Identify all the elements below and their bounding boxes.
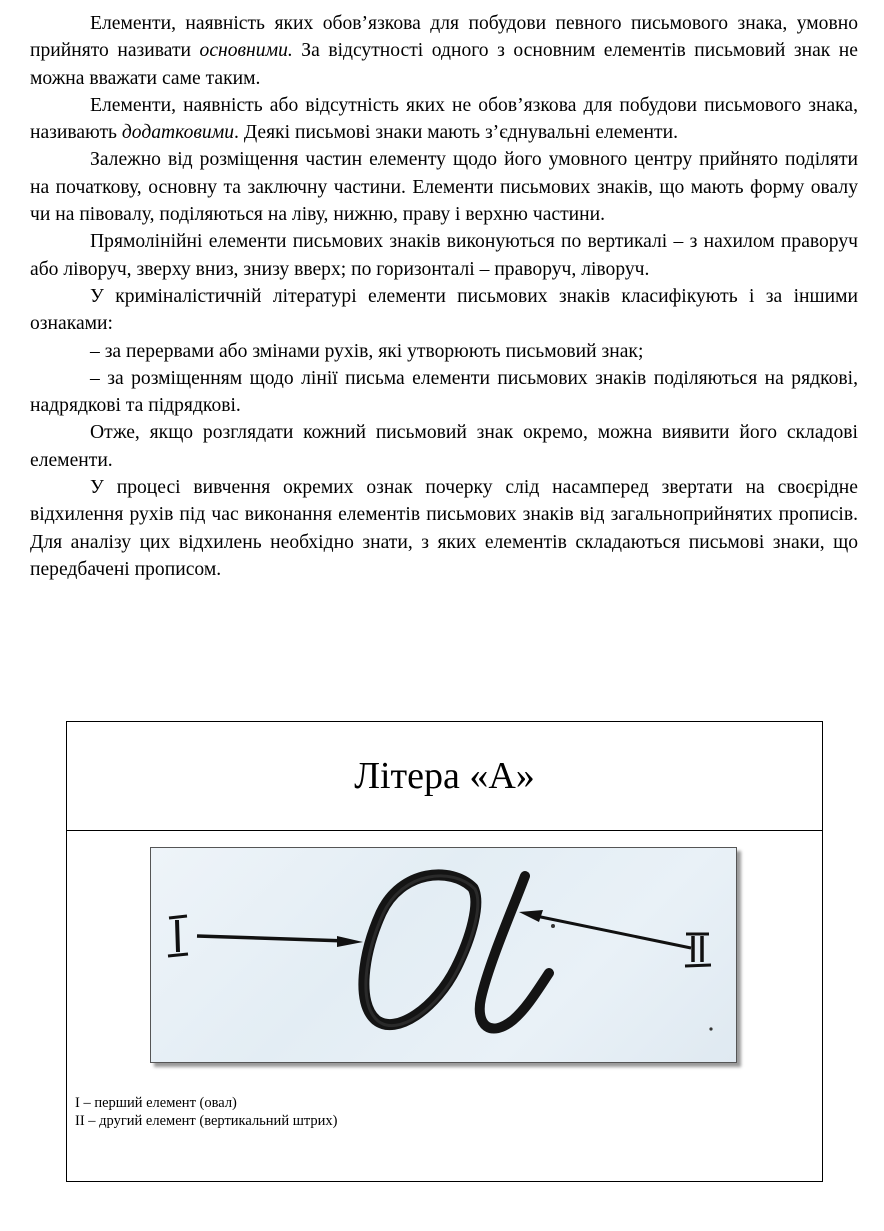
figure-title: Літера «А» (67, 722, 822, 831)
paragraph-4: Прямолінійні елементи письмових знаків виконуються по вертикалі – з нахилом праворуч або ліворуч, зверху вниз, знизу вверх; по горизонталі – праворуч, ліворуч. (30, 231, 858, 280)
paragraph-8: Отже, якщо розглядати кожний письмовий знак окремо, можна виявити його складові елементи. (30, 422, 858, 471)
paragraph-5: У криміналістичній літературі елементи письмових знаків класифікують і за іншими ознаками: (30, 285, 858, 335)
list-item-1: – за перервами або змінами рухів, які утворюють письмовий знак; (90, 340, 644, 362)
body-text (30, 10, 858, 583)
handwriting-photo (150, 847, 737, 1063)
list-item-2: – за розміщенням щодо лінії письма елементи письмових знаків поділяються на рядкові, надрядкові та підрядкові. (30, 367, 858, 417)
paragraph-3: Залежно від розміщення частин елементу щодо його умовного центру прийнято поділяти на початкову, основну та заключну частини. Елементи письмових знаків, що мають форму овалу чи на півовалу, поділяються на ліву, нижню, праву і верхню частини. (30, 149, 858, 226)
figure-letter-a (66, 721, 823, 1182)
marker-2 (685, 934, 711, 966)
paragraph-2: Елементи, наявність або відсутність яких не обов’язкова для побудови письмового знака, називають додатковими. Деякі письмові знаки мають з’єднувальні елементи. (30, 94, 858, 144)
arrow-1 (197, 936, 363, 947)
arrow-2 (519, 910, 691, 948)
paragraph-9: У процесі вивчення окремих ознак почерку слід насамперед звертати на своєрідне відхилення рухів під час виконання елементів письмових знаків від загальноприйнятих прописів. Для аналізу цих відхилень необхідно знати, з яких елементів складаються письмові знаки, що передбачені прописом. (30, 477, 858, 580)
paragraph-1: Елементи, наявність яких обов’язкова для побудови певного письмового знака, умовно прийнято називати основними. За відсутності одного з основним елементів письмовий знак не можна вважати саме таким. (30, 13, 858, 89)
letter-a-oval (364, 875, 478, 1026)
letter-a-stroke (480, 876, 549, 1029)
caption-element-2: II – другий елемент (вертикальний штрих) (75, 1113, 338, 1129)
term-dodatkovi: додатковими (121, 122, 235, 144)
term-osnovni: основними. (199, 40, 293, 62)
caption-element-1: I – перший елемент (овал) (75, 1095, 237, 1111)
figure-captions (75, 1094, 337, 1130)
letter-a-drawing (151, 848, 734, 1060)
marker-1 (168, 916, 188, 956)
